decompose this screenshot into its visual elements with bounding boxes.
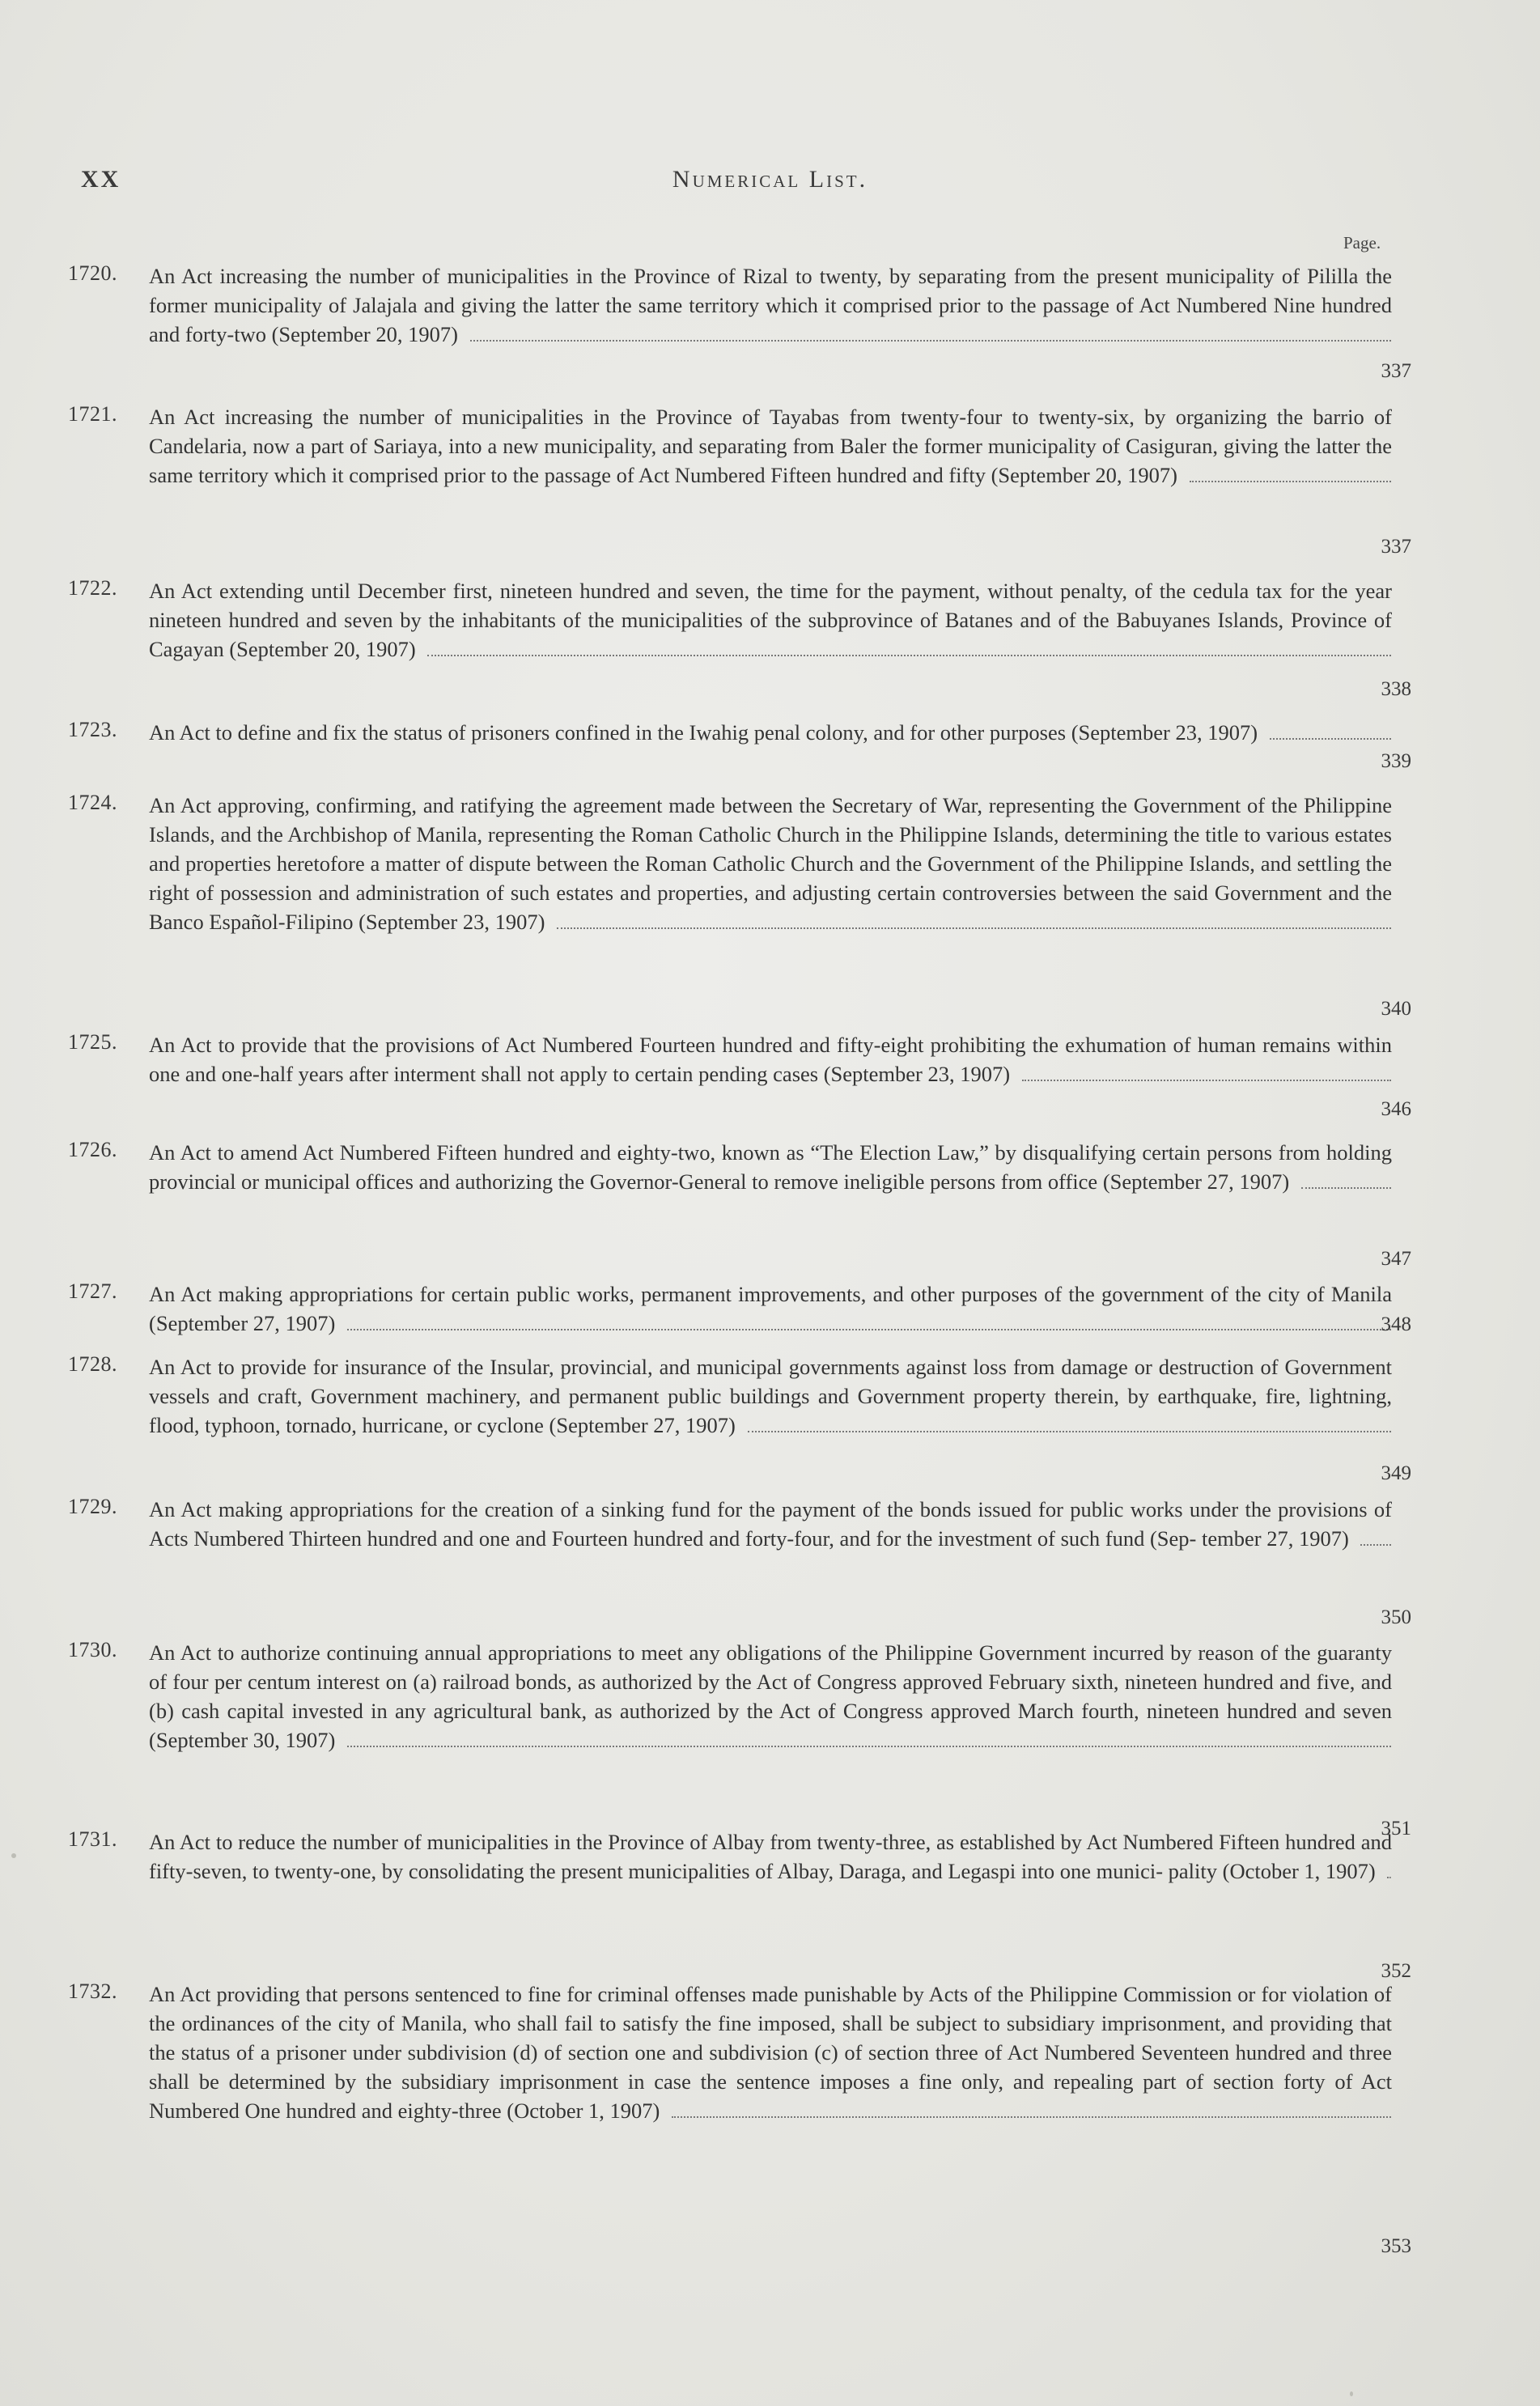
entry-date: (September 20, 1907) bbox=[271, 322, 458, 346]
entry-date: (September 23, 1907) bbox=[358, 910, 545, 934]
entry-number: 1723. bbox=[68, 718, 117, 741]
list-entry bbox=[68, 1827, 1428, 1982]
entry-page-number: 351 bbox=[1381, 1818, 1411, 1840]
list-entry bbox=[68, 261, 1428, 382]
entry-page-number: 352 bbox=[1381, 1960, 1411, 1982]
entry-description: An Act to provide that the provisions of Act Numbered Fourteen hundred and fifty-eight prohibiting the exhumation of human remains within one and one-half years after interment shall not apply to certain pending cases bbox=[149, 1033, 1392, 1086]
entry-description: An Act to amend Act Numbered Fifteen hundred and eighty-two, known as “The Election Law,” by disqualifying certain persons from holding provincial or municipal offices and authorizing the Governor-General to remove ineligible persons from office (September 27, bbox=[149, 1140, 1392, 1194]
entry-description: An Act providing that persons sentenced to fine for criminal offenses made punishable by Acts of the Philippine Commission or for violation of the ordinances of the city of Manila, who shall fail to satisfy the fine imposed, shall be subject to subsidiary imprisonment, and providing that the status of a prisoner under subdivision (d) of section one and subdivision (c) of section three of Act Numbered Seventeen hundred and three shall be determined by the subsidiary imprisonment in case the sentence imposes a fine only, and repealing part of section forty of Act Numbered One hundred and eighty-three bbox=[149, 1982, 1392, 2123]
entry-description: An Act approving, confirming, and ratifying the agreement made between the Secretary of War, representing the Government of the Philippine Islands, and the Archbishop of Manila, representing the Roman Catholic Church in the Philippine Islands, determining the title to various estates and properties heretofore a matter of dispute between the Roman Catholic Church and the Government of the Philippine Islands, and settling the right of possession and administration of such estates and properties, and adjusting certain controversies between the said Government and the Banco Español-Filipino bbox=[149, 793, 1392, 934]
entry-page-number: 349 bbox=[1381, 1462, 1411, 1484]
entry-text bbox=[149, 1827, 1392, 1886]
entry-number: 1732. bbox=[68, 1980, 117, 2003]
entry-number: 1729. bbox=[68, 1495, 117, 1518]
entry-page-number: 346 bbox=[1381, 1098, 1411, 1120]
entry-number: 1722. bbox=[68, 576, 117, 600]
entry-description: An Act to define and fix the status of prisoners confined in the Iwahig penal colony, and for other purposes bbox=[149, 720, 1067, 745]
entry-number: 1730. bbox=[68, 1638, 117, 1661]
entry-text bbox=[149, 791, 1392, 936]
entry-number: 1724. bbox=[68, 791, 117, 814]
entry-date: (September 27, 1907) bbox=[149, 1311, 336, 1335]
list-entry bbox=[68, 1030, 1428, 1120]
dot-leader bbox=[1360, 1544, 1390, 1546]
dot-leader bbox=[1387, 1877, 1390, 1878]
dot-leader bbox=[427, 655, 1390, 656]
page-column-label: Page. bbox=[1343, 233, 1381, 252]
entry-description: An Act to authorize continuing annual appropriations to meet any obligations of the Philippine Government incurred by reason of the guaranty of four per centum interest on (a) railroad bonds, as authorized by the Act of Congress approved February sixth, nineteen hundred and five, and (b) cash capital invested in any agricultural bank, as authorized by the Act of Congress approved March fourth, nineteen hundred and seven (September bbox=[149, 1640, 1392, 1752]
entry-date: 1907) bbox=[1239, 1169, 1290, 1194]
entry-date: 30, 1907) bbox=[252, 1728, 336, 1752]
list-entry bbox=[68, 1279, 1428, 1338]
entry-text bbox=[149, 1980, 1392, 2125]
entry-text bbox=[149, 402, 1392, 490]
entry-number: 1731. bbox=[68, 1827, 117, 1851]
dot-leader bbox=[1022, 1080, 1391, 1081]
entry-page-number: 348 bbox=[1381, 1313, 1411, 1335]
entry-date: (September 23, 1907) bbox=[823, 1062, 1011, 1086]
entry-description: An Act making appropriations for the creation of a sinking fund for the payment of the bonds issued for public works under the provisions of Acts Numbered Thirteen hundred and one and Fourteen hundred and forty-four, and for the investment of such fund (Sep- bbox=[149, 1497, 1392, 1551]
entry-page-number: 338 bbox=[1381, 678, 1411, 700]
entry-text bbox=[149, 1138, 1392, 1196]
entry-number: 1728. bbox=[68, 1352, 117, 1376]
entry-date: tember 27, 1907) bbox=[1202, 1526, 1349, 1551]
entry-text bbox=[149, 261, 1392, 349]
entry-date: pality (October 1, 1907) bbox=[1168, 1859, 1376, 1883]
entry-text bbox=[149, 718, 1392, 747]
entry-number: 1725. bbox=[68, 1030, 117, 1054]
dot-leader bbox=[557, 927, 1391, 929]
entry-number: 1721. bbox=[68, 402, 117, 426]
entry-text bbox=[149, 1030, 1392, 1088]
entry-number: 1726. bbox=[68, 1138, 117, 1161]
list-entry bbox=[68, 1352, 1428, 1484]
entry-page-number: 350 bbox=[1381, 1606, 1411, 1628]
dot-leader bbox=[470, 340, 1391, 342]
entry-number: 1720. bbox=[68, 261, 117, 285]
dot-leader bbox=[748, 1431, 1391, 1432]
entry-description: An Act increasing the number of municipalities in the Province of Tayabas from twenty-four to twenty-six, by organizing the barrio of Candelaria, now a part of Sariaya, into a new municipality, and separating from Baler the former municipality of Casiguran, giving the latter the same territory which it comprised prior to the passage of Act Numbered Fifteen hundred and fifty bbox=[149, 405, 1392, 487]
entry-page-number: 337 bbox=[1381, 536, 1411, 558]
entry-page-number: 337 bbox=[1381, 360, 1411, 382]
list-entry bbox=[68, 1980, 1428, 2257]
dot-leader bbox=[347, 1746, 1391, 1747]
entry-page-number: 353 bbox=[1381, 2235, 1411, 2257]
list-entry bbox=[68, 576, 1428, 700]
entry-description: An Act making appropriations for certain public works, permanent improvements, and other purposes of the government of the city of Manila bbox=[149, 1282, 1392, 1306]
list-entry bbox=[68, 718, 1428, 772]
running-head: Numerical List. bbox=[672, 166, 868, 193]
entry-text bbox=[149, 1638, 1392, 1755]
dot-leader bbox=[1301, 1187, 1391, 1189]
list-entry bbox=[68, 402, 1428, 558]
dot-leader bbox=[1190, 481, 1391, 482]
entry-text bbox=[149, 576, 1392, 664]
entry-date: (September 20, 1907) bbox=[229, 637, 416, 661]
entry-number: 1727. bbox=[68, 1279, 117, 1303]
entry-description: An Act increasing the number of municipalities in the Province of Rizal to twenty, by separating from the present municipality of Pililla the former municipality of Jalajala and giving the latter the same territory which it comprised prior to the passage of Act Numbered Nine hundred and forty-two bbox=[149, 264, 1392, 346]
dot-leader bbox=[347, 1329, 1391, 1330]
entry-date: (September 27, 1907) bbox=[549, 1413, 736, 1437]
entry-text bbox=[149, 1495, 1392, 1553]
scan-speck bbox=[11, 1853, 16, 1858]
scan-speck bbox=[1350, 2391, 1353, 2396]
entry-page-number: 340 bbox=[1381, 998, 1411, 1020]
dot-leader bbox=[1270, 738, 1391, 740]
entry-description: An Act to reduce the number of municipalities in the Province of Albay from twenty-three, as established by Act Numbered Fifteen hundred and fifty-seven, to twenty-one, by consolidating the present municipalities of Albay, Daraga, and Legaspi into one munici- bbox=[149, 1830, 1392, 1883]
page-number: XX bbox=[81, 166, 121, 193]
entry-date: (September 20, 1907) bbox=[991, 463, 1177, 487]
list-entry bbox=[68, 1138, 1428, 1270]
list-entry bbox=[68, 791, 1428, 1020]
entry-date: (October 1, 1907) bbox=[507, 2098, 660, 2123]
list-entry bbox=[68, 1495, 1428, 1628]
entry-text bbox=[149, 1279, 1392, 1338]
entry-date: (September 23, 1907) bbox=[1071, 720, 1258, 745]
entry-description: An Act extending until December first, nineteen hundred and seven, the time for the payment, without penalty, of the cedula tax for the year nineteen hundred and seven by the inhabitants of the municipalities of the subprovince of Batanes and of the Babuyanes Islands, Province of Cagayan bbox=[149, 579, 1392, 661]
entry-description: An Act to provide for insurance of the Insular, provincial, and municipal governments against loss from damage or destruction of Government vessels and craft, Government machinery, and permanent public buildings and Government property therein, by earthquake, fire, lightning, flood, typhoon, tornado, hurricane, or cyclone bbox=[149, 1355, 1392, 1437]
entry-page-number: 339 bbox=[1381, 750, 1411, 772]
dot-leader bbox=[672, 2116, 1391, 2118]
entry-text bbox=[149, 1352, 1392, 1440]
entry-page-number: 347 bbox=[1381, 1248, 1411, 1270]
